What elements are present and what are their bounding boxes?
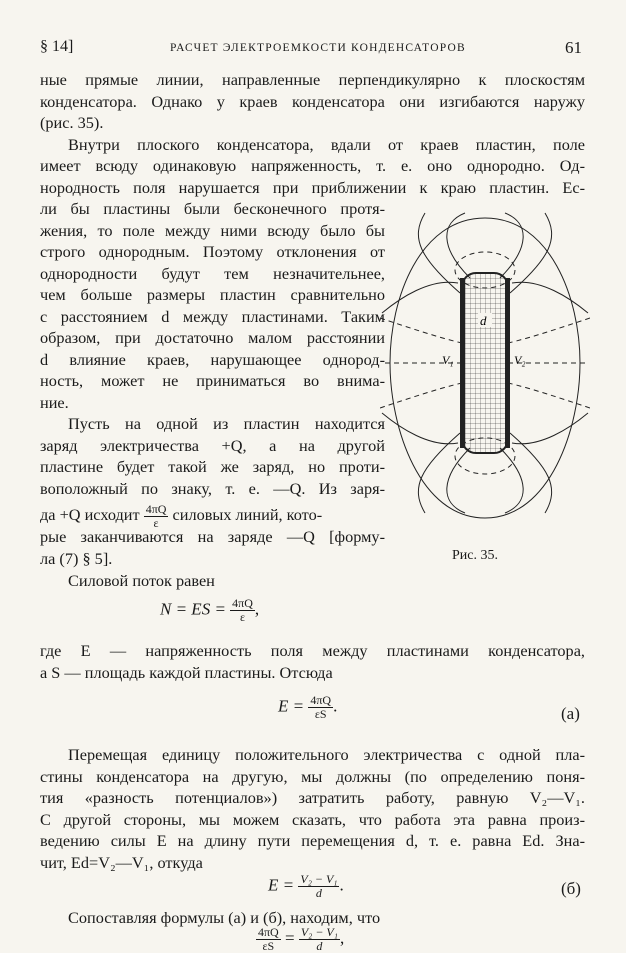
edge-field-line bbox=[447, 448, 470, 513]
capacitor-plate-left bbox=[460, 278, 465, 448]
eq-lhs: E = bbox=[278, 696, 305, 716]
equation-tag-a: (а) bbox=[561, 704, 580, 723]
edge-field-line bbox=[382, 282, 458, 313]
fraction-den: d bbox=[315, 886, 322, 900]
text-line: Сопоставляя формулы (а) и (б), находим, что bbox=[68, 908, 381, 927]
text-line: а S — площадь каждой пластины. Отсюда bbox=[40, 663, 333, 682]
figure-caption: Рис. 35. bbox=[452, 548, 498, 563]
label-v2: V₂ bbox=[514, 353, 526, 367]
text-line: (рис. 35). bbox=[40, 113, 104, 132]
fraction bbox=[298, 873, 339, 900]
text-line: тия «разность потенциалов») затратить работу, равную V₂—V₁. bbox=[40, 788, 585, 807]
page-number: 61 bbox=[565, 38, 582, 57]
text-line: с расстоянием d между пластинами. Таким bbox=[40, 307, 385, 326]
eq-punct: , bbox=[339, 928, 345, 948]
text-line: ли бы пластины были бесконечного протя- bbox=[40, 199, 385, 218]
fraction-num: 4πQ bbox=[145, 502, 167, 516]
text-line: однородности будут тем незначительнее, bbox=[40, 264, 385, 283]
equation-b bbox=[268, 873, 344, 900]
fraction bbox=[256, 926, 281, 953]
text-line: пластине будет такой же заряд, но проти- bbox=[40, 457, 385, 476]
text-line: конденсатора. Однако у краев конденсатора они изгибаются наружу bbox=[40, 92, 585, 111]
capacitor-field-figure bbox=[380, 188, 590, 538]
text-line: заряд электричества +Q, а на другой bbox=[40, 436, 385, 455]
text-line: С другой стороны, мы можем сказать, что работа эта равна произ- bbox=[40, 810, 585, 829]
fraction-num: 4πQ bbox=[258, 925, 279, 939]
equation-tag-b: (б) bbox=[561, 879, 581, 898]
text-line: чит, Ed=V₂—V₁, откуда bbox=[40, 853, 203, 872]
capacitor-plate-right bbox=[505, 278, 510, 448]
fraction bbox=[230, 597, 255, 624]
label-d: d bbox=[480, 313, 487, 328]
text-line: ла (7) § 5]. bbox=[40, 549, 113, 568]
fraction-num: 4πQ bbox=[310, 693, 332, 707]
text-line: строго однородным. Поэтому отклонения от bbox=[40, 242, 385, 261]
edge-field-line bbox=[512, 413, 588, 444]
text-line: d влияние краев, нарушающее однород- bbox=[40, 350, 385, 369]
text-line: воположный по знаку, т. е. —Q. Из заря- bbox=[40, 479, 385, 498]
text-line bbox=[40, 503, 322, 530]
text-fragment: силовых линий, кото- bbox=[172, 505, 323, 525]
text-line: где E — напряженность поля между пластинами конденсатора, bbox=[40, 641, 585, 660]
text-line: ность, может не приниматься во внима- bbox=[40, 371, 385, 390]
eq-lhs: E = bbox=[268, 875, 295, 895]
equation-a bbox=[278, 694, 337, 721]
fraction bbox=[144, 503, 169, 530]
equation-flux bbox=[160, 597, 259, 624]
fraction-den: ε bbox=[240, 610, 246, 624]
text-fragment: да +Q исходит bbox=[40, 505, 140, 525]
edge-field-line bbox=[500, 448, 523, 513]
capacitor-field-region bbox=[462, 273, 508, 453]
edge-field-line bbox=[382, 413, 458, 444]
text-line: жения, то поле между ними всюду было бы bbox=[40, 221, 385, 240]
edge-field-line bbox=[512, 282, 588, 313]
equation-c bbox=[256, 926, 344, 953]
fraction-den: ε bbox=[153, 516, 159, 530]
edge-field-line bbox=[418, 433, 460, 513]
fraction bbox=[308, 694, 333, 721]
text-line: Пусть на одной из пластин находится bbox=[68, 414, 385, 433]
fraction-num: 4πQ bbox=[232, 596, 253, 610]
eq-punct: . bbox=[339, 875, 344, 895]
text-line: нородность поля нарушается при приближении к краю пластин. Ес- bbox=[40, 178, 585, 197]
text-line: Силовой поток равен bbox=[68, 571, 215, 590]
text-line: имеет всюду одинаковую напряженность, т. е. оно однородно. Од- bbox=[40, 156, 585, 175]
fraction-num: V₂ − V₁ bbox=[300, 872, 338, 886]
eq-lhs: N = ES = bbox=[160, 599, 226, 619]
fraction bbox=[299, 926, 340, 953]
section-ref: § 14] bbox=[40, 38, 74, 55]
text-line: Перемещая единицу положительного электричества с одной пла- bbox=[68, 745, 585, 764]
text-line: рые заканчиваются на заряде —Q [форму- bbox=[40, 527, 385, 546]
eq-punct: , bbox=[254, 599, 260, 619]
text-line: Внутри плоского конденсатора, вдали от краев пластин, поле bbox=[68, 135, 585, 154]
edge-field-line bbox=[510, 433, 552, 513]
label-v1: V₁ bbox=[442, 353, 454, 367]
eq-equals: = bbox=[284, 928, 295, 948]
fraction-den: εS bbox=[314, 707, 327, 721]
fraction-den: εS bbox=[262, 939, 275, 953]
fraction-den: d bbox=[316, 939, 323, 953]
text-line: ние. bbox=[40, 393, 69, 412]
text-line: ные прямые линии, направленные перпендикулярно к плоскостям bbox=[40, 70, 585, 89]
text-line: образом, при достаточно малом расстоянии bbox=[40, 328, 385, 347]
text-line: чем больше размеры пластин сравнительно bbox=[40, 285, 385, 304]
text-line: стины конденсатора на другую, мы должны (по определению поня- bbox=[40, 767, 585, 786]
text-line: ведению силы E на длину пути перемещения d, т. е. равна Ed. Зна- bbox=[40, 831, 585, 850]
fraction-num: V₂ − V₁ bbox=[300, 925, 338, 939]
running-title: РАСЧЕТ ЭЛЕКТРОЕМКОСТИ КОНДЕНСАТОРОВ bbox=[170, 42, 466, 54]
eq-punct: . bbox=[333, 696, 338, 716]
